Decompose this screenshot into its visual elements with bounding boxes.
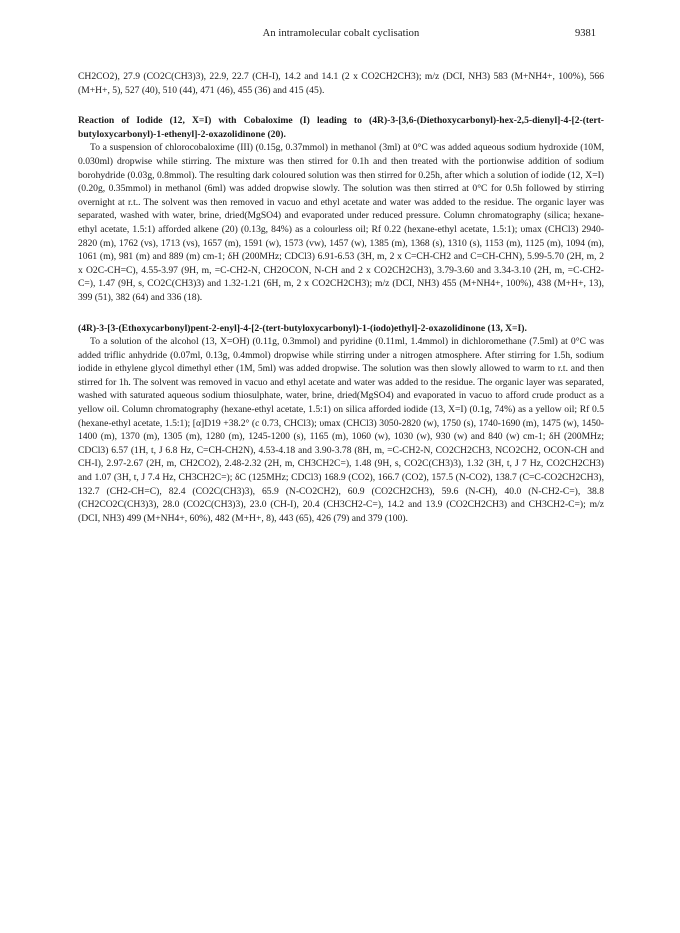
procedure-iodide-13: To a solution of the alcohol (13, X=OH) (0.11g, 0.3mmol) and pyridine (0.11ml, 1.4mmol) in dichloromethane (7.5ml) at 0°C was added triflic anhydride (0.07ml, 0.13g, 0.4mmol) dropwise while stirring under a nitrogen atmosphere. After stirring for 1.5h, sodium iodide in ethylene glycol dimethyl ether (1M, 5ml) was added dropwise. The solution was then slowly allowed to warm to r.t. and then stirred for 1h. The solvent was removed in vacuo and ethyl acetate and water was added to the residue. The organic layer was separated, washed with saturated aqueous sodium thiosulphate, water, brine, dried(MgSO4) and evaporated in vacuo to afford crude product as a yellow oil. Column chromatography (hexane-ethyl acetate, 1.5:1) on silica afforded iodide (13, X=I) (0.1g, 74%) as a yellow oil; Rf 0.5 (hexane-ethyl acetate, 1.5:1); [α]D19 +38.2° (c 0.73, CHCl3); υmax (CHCl3) 3050-2820 (w), 1750 (s), 1740-1690 (m), 1475 (w), 1450-1400 (m), 1370 (m), 1305 (m), 1280 (m), 1245-1200 (s), 1165 (m), 1060 (w), 1030 (w), 930 (w) and 840 (w) cm-1; δH (200MHz; CDCl3) 6.57 (1H, t, J 6.8 Hz, C=CH-CH2N), 4.53-4.18 and 3.90-3.78 (8H, m, =C-CH2-N, CO2CH2CH3, NCO2CH2, OCON-CH and CH-I), 2.97-2.67 (2H, m, CH2CO2), 2.48-2.32 (2H, m, CH3CH2C=), 1.48 (9H, s, CO2C(CH3)3), 1.32 (3H, t, J 7 Hz, CO2CH2CH3) and 1.07 (3H, t, J 7.4 Hz, CH3CH2C=); δC (125MHz; CDCl3) 168.9 (CO2), 166.7 (CO2), 157.5 (N-CO2), 138.7 (C=C-CO2CH2CH3), 132.7 (CH2-CH=C), 82.4 (CO2C(CH3)3), 65.9 (N-CO2CH2), 60.9 (CO2CH2CH3), 59.6 (N-CH), 40.0 (N-CH2-C=), 38.8 (CH2CO2C(CH3)3), 28.0 (CO2C(CH3)3), 23.0 (CH-I), 20.4 (CH3CH2-C=), 14.2 and 13.9 (CO2CH2CH3) and CH3CH2-C=); m/z (DCI, NH3) 499 (M+NH4+, 60%), 482 (M+H+, 8), 443 (65), 426 (79) and 379 (100).	[78, 336, 604, 524]
running-title: An intramolecular cobalt cyclisation	[262, 28, 420, 39]
page-number: 9381	[575, 28, 596, 39]
article-body	[78, 70, 604, 525]
section-heading-iodide-13: (4R)-3-[3-(Ethoxycarbonyl)pent-2-enyl]-4-[2-(tert-butyloxycarbonyl)-1-(iodo)ethyl]-2-oxazolidinone (13, X=I).	[78, 322, 527, 334]
section-heading-iodide-cobaloxime: Reaction of Iodide (12, X=I) with Cobaloxime (I) leading to (4R)-3-[3,6-(Diethoxycarbonyl)-hex-2,5-dienyl]-4-[2-(tert-butyloxycarbonyl)-1-ethenyl]-2-oxazolidinone (20).	[78, 115, 604, 140]
page-header	[80, 28, 602, 44]
procedure-iodide-cobaloxime: To a suspension of chlorocobaloxime (III) (0.15g, 0.37mmol) in methanol (3ml) at 0°C was added aqueous sodium hydroxide (10M, 0.030ml) dropwise while stirring. The mixture was then stirred for 0.1h and then treated with the portionwise addition of sodium borohydride (0.03g, 0.8mmol). The resulting dark coloured solution was then stirred for 0.25h, after which a solution of iodide (12, X=I) (0.20g, 0.35mmol) in methanol (6ml) was added dropwise slowly. The solution was then stirred at 0°C for 0.5h followed by stirring overnight at r.t.. The solvent was then removed in vacuo and ethyl acetate and water was added to the residue. The organic layer was separated, washed with water, brine, dried(MgSO4) and evaporated under reduced pressure. Column chromatography (silica; hexane-ethyl acetate, 1.5:1) afforded alkene (20) (0.13g, 84%) as a colourless oil; Rf 0.22 (hexane-ethyl acetate, 1.5:1); υmax (CHCl3) 2940-2820 (m), 1762 (vs), 1713 (vs), 1657 (m), 1591 (w), 1573 (vw), 1457 (w), 1385 (m), 1368 (s), 1310 (s), 1153 (m), 1125 (m), 1094 (m), 1061 (m), 981 (m) and 889 (m) cm-1; δH (200MHz; CDCl3) 6.91-6.53 (3H, m, 2 x C=CH-CH2 and C=CH-CHN), 5.99-5.70 (2H, m, 2 x O2C-CH=C), 4.55-3.97 (9H, m, =C-CH2-N, CH2OCON, N-CH and 2 x CO2CH2CH3), 3.79-3.60 and 3.34-3.10 (2H, m, =C-CH2-C=), 1.47 (9H, s, CO2C(CH3)3) and 1.32-1.21 (6H, m, 2 x CO2CH2CH3); m/z (DCI, NH3) 455 (M+NH4+, 100%), 438 (M+H+, 13), 399 (51), 382 (64) and 336 (18).	[78, 142, 604, 303]
continued-spectral-data: CH2CO2), 27.9 (CO2C(CH3)3), 22.9, 22.7 (CH-I), 14.2 and 14.1 (2 x CO2CH2CH3); m/z (DCI, NH3) 583 (M+NH4+, 100%), 566 (M+H+, 5), 527 (40), 510 (44), 471 (46), 455 (36) and 415 (45).	[78, 71, 604, 96]
